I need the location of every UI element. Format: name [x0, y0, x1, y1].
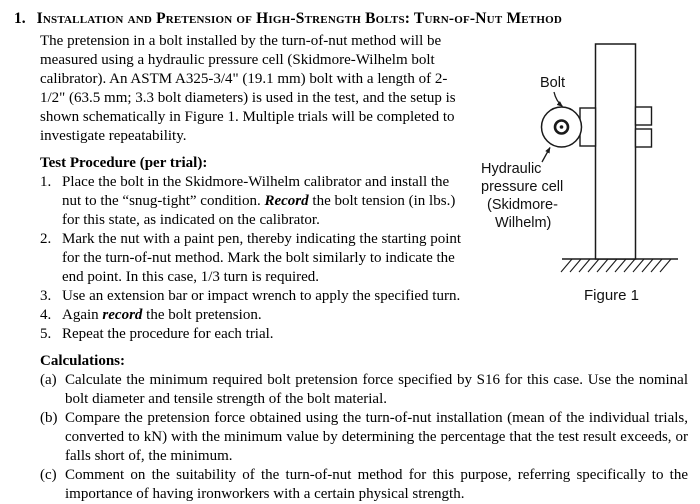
calculation-item-label: (a) — [40, 372, 57, 388]
cell-label-line: Hydraulic — [481, 161, 542, 177]
section-title: Installation and Pretension of High-Strength Bolts: Turn-of-Nut Method — [36, 10, 563, 27]
procedure-step-text: Repeat the procedure for each trial. — [62, 326, 274, 342]
procedure-step-2 — [40, 230, 688, 287]
calculations-section — [40, 352, 688, 504]
procedure-step-text — [62, 307, 262, 323]
bolt-leader-arrow — [554, 92, 563, 107]
figure-caption: Figure 1 — [584, 287, 640, 304]
text-segment-emphasis: record — [102, 307, 143, 323]
procedure-step-text: Use an extension bar or impact wrench to apply the specified turn. — [62, 288, 461, 304]
cell-label-line: Wilhelm) — [495, 215, 552, 231]
procedure-step-text: Mark the nut with a paint pen, thereby indicating the starting point for the turn-of-nut method. Mark the bolt similarly to indicate the end point. In this case, 1/3 turn is required. — [62, 231, 462, 285]
section-heading — [14, 9, 688, 28]
procedure-heading: Test Procedure (per trial): — [40, 155, 208, 171]
procedure-step-number: 4. — [40, 307, 52, 323]
section-number: 1. — [14, 10, 26, 27]
calibrator-plate-shape — [580, 108, 596, 146]
calculations-heading: Calculations: — [40, 353, 126, 369]
calculation-item-c — [40, 466, 688, 504]
bolt-center-dot — [560, 125, 564, 129]
calculation-item-text: Compare the pretension force obtained using the turn-of-nut installation (mean of the individual trials, converted to kN) with the minimum value by determining the percentage that the test result exceeds, or falls short of, the minimum. — [65, 410, 688, 464]
intro-paragraph: The pretension in a bolt installed by the turn-of-nut method will be measured using a hydraulic pressure cell (Skidmore-Wilhelm bolt calibrator). An ASTM A325-3/4" (19.1 mm) bolt with a length of 2-1/2" (63.5 mm; 3.3 bolt diameters) is used in the test, and the setup is shown schematically in Figure 1. Multiple trials will be completed to investigate repeatability. — [40, 33, 456, 144]
procedure-step-number: 2. — [40, 231, 52, 247]
procedure-step-number: 1. — [40, 174, 52, 190]
procedure-step-number: 5. — [40, 326, 52, 342]
calculation-item-label: (b) — [40, 410, 58, 426]
cell-label-line: pressure cell — [481, 179, 564, 195]
nut-bracket-shape — [636, 107, 652, 147]
procedure-step-5 — [40, 325, 688, 344]
calculation-item-label: (c) — [40, 467, 57, 483]
cell-label-line: (Skidmore- — [487, 197, 558, 213]
calculation-item-text: Comment on the suitability of the turn-of-nut method for this purpose, referring specifically to the importance of having ironworkers with a certain physical strength. — [65, 467, 688, 502]
calculation-item-a — [40, 371, 688, 409]
procedure-step-1 — [40, 173, 688, 230]
calculation-item-text: Calculate the minimum required bolt pretension force specified by S16 for this case. Use the nominal bolt diameter and tensile strength of the bolt material. — [65, 372, 688, 407]
text-segment: Again — [62, 307, 103, 323]
procedure-step-number: 3. — [40, 288, 52, 304]
document-body — [14, 32, 688, 504]
text-segment-emphasis: Record — [264, 193, 309, 209]
test-procedure-section — [40, 154, 688, 344]
procedure-step-text — [62, 174, 455, 228]
procedure-step-3 — [40, 287, 688, 306]
bolt-label: Bolt — [540, 75, 565, 91]
text-segment: Place the bolt in the Skidmore-Wilhelm calibrator and install the nut to the “snug-tight” condition. — [62, 174, 450, 209]
text-segment: the bolt tension (in lbs.) for this state, as indicated on the calibrator. — [62, 193, 456, 228]
procedure-step-4 — [40, 306, 688, 325]
calculation-item-b — [40, 409, 688, 466]
text-segment: the bolt pretension. — [142, 307, 262, 323]
